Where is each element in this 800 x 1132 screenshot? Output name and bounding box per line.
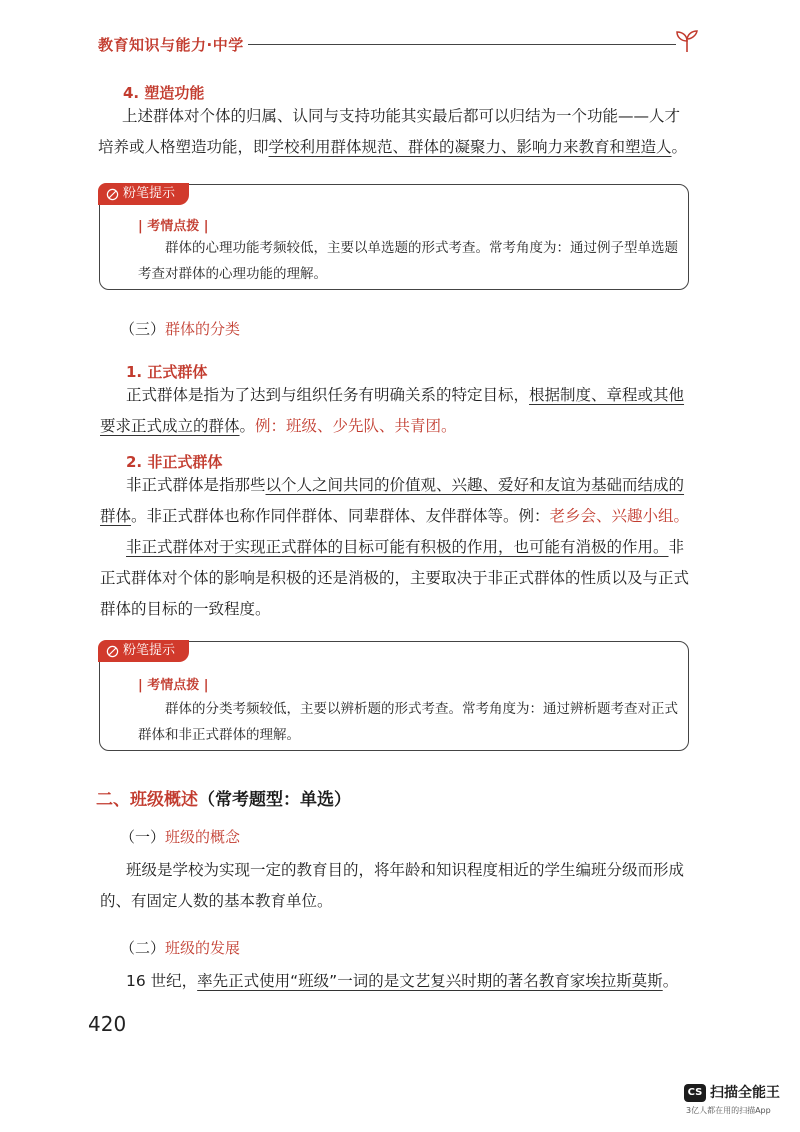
tip-tab bbox=[98, 640, 189, 662]
text-run: 。非正式群体也称作同伴群体、同辈群体、友伴群体等。例： bbox=[131, 507, 550, 525]
section-title: 班级的概念 bbox=[165, 828, 241, 846]
subsection-heading-shaping: 4. 塑造功能 bbox=[123, 84, 205, 102]
text-run: 。 bbox=[239, 417, 256, 435]
section-number: （一） bbox=[120, 828, 166, 846]
paragraph-line: 上述群体对个体的归属、认同与支持功能其实最后都可以归结为一个功能——人才 bbox=[122, 107, 681, 125]
tip-tab-label: 粉笔提示 bbox=[123, 186, 176, 201]
chalk-icon bbox=[106, 645, 119, 658]
section-number: （二） bbox=[120, 939, 166, 957]
paragraph-informal bbox=[100, 470, 700, 625]
paragraph-line bbox=[100, 380, 700, 411]
sprout-icon bbox=[673, 28, 701, 54]
section-title: 班级的发展 bbox=[165, 939, 241, 957]
underlined-text: 以个人之间共同的价值观、兴趣、爱好和友谊为基础而结成的 bbox=[265, 476, 685, 494]
paragraph-shaping bbox=[98, 101, 702, 163]
paragraph-concept bbox=[100, 855, 700, 917]
text-run: 正式群体是指为了达到与组织任务有明确关系的特定目标， bbox=[126, 386, 530, 404]
chapter-heading-class-overview bbox=[96, 785, 351, 810]
tip-tab-label: 粉笔提示 bbox=[123, 643, 176, 658]
chapter-title: 二、班级概述 bbox=[96, 790, 198, 810]
section-heading-development bbox=[120, 937, 240, 958]
header-rule bbox=[248, 44, 676, 45]
underlined-text: 要求正式成立的群体 bbox=[100, 417, 240, 435]
page-number: 420 bbox=[88, 1012, 127, 1036]
underlined-text: 非正式群体对于实现正式群体的目标可能有积极的作用，也可能有消极的作用。 bbox=[126, 538, 669, 556]
scanner-watermark bbox=[678, 1080, 790, 1120]
underlined-text: 学校利用群体规范、群体的凝聚力、影响力来教育和塑造人 bbox=[268, 138, 672, 156]
underlined-text: 根据制度、章程或其他 bbox=[529, 386, 685, 404]
section-title: 群体的分类 bbox=[165, 320, 241, 338]
text-run: 培养或人格塑造功能，即 bbox=[98, 138, 269, 156]
tip-heading: | 考情点拨 | bbox=[138, 678, 209, 693]
paragraph-line: 班级是学校为实现一定的教育目的，将年龄和知识程度相近的学生编班分级而形成 bbox=[126, 861, 685, 879]
paragraph-line: 正式群体对个体的影响是积极的还是消极的，主要取决于非正式群体的性质以及与正式 bbox=[100, 569, 690, 587]
section-heading-concept bbox=[120, 826, 240, 847]
example-text: 老乡会、兴趣小组。 bbox=[549, 507, 690, 525]
paragraph-line bbox=[100, 501, 700, 532]
paragraph-line bbox=[100, 411, 700, 442]
section-number: （三） bbox=[120, 320, 166, 338]
text-run: 。 bbox=[662, 972, 679, 990]
running-header-title: 教育知识与能力·中学 bbox=[98, 36, 244, 54]
tip-tab bbox=[98, 183, 189, 205]
example-text: 例：班级、少先队、共青团。 bbox=[255, 417, 457, 435]
paragraph-formal bbox=[100, 380, 700, 442]
tip-body: 群体的心理功能考频较低，主要以单选题的形式考查。常考角度为：通过例子型单选题考查对群体的心理功能的理解。 bbox=[138, 240, 678, 282]
text-run: 。 bbox=[671, 138, 688, 156]
text-run: 非正式群体是指那些 bbox=[126, 476, 266, 494]
paragraph-line: 的、有固定人数的基本教育单位。 bbox=[100, 892, 333, 910]
chalk-icon bbox=[106, 188, 119, 201]
tip-box-classification bbox=[99, 641, 689, 751]
paragraph-line bbox=[100, 470, 700, 501]
subsection-heading-informal: 2. 非正式群体 bbox=[126, 453, 223, 471]
underlined-text: 率先正式使用“班级”一词的是文艺复兴时期的著名教育家埃拉斯莫斯 bbox=[197, 972, 663, 990]
paragraph-line bbox=[100, 532, 700, 563]
chapter-note: （常考题型：单选） bbox=[198, 790, 351, 810]
watermark-name: 扫描全能王 bbox=[710, 1085, 780, 1101]
paragraph-line bbox=[98, 132, 702, 163]
camscanner-logo-icon: CS bbox=[684, 1084, 706, 1102]
tip-body: 群体的分类考频较低，主要以辨析题的形式考查。常考角度为：通过辨析题考查对正式群体和非正式群体的理解。 bbox=[138, 701, 678, 743]
text-run: 非 bbox=[668, 538, 685, 556]
paragraph-development bbox=[126, 966, 706, 997]
text-run: 16 世纪， bbox=[126, 972, 198, 990]
tip-box-group-functions bbox=[99, 184, 689, 290]
tip-heading: | 考情点拨 | bbox=[138, 219, 209, 234]
running-header bbox=[98, 34, 698, 64]
paragraph-line: 群体的目标的一致程度。 bbox=[100, 600, 271, 618]
underlined-text: 群体 bbox=[100, 507, 132, 525]
watermark-tagline: 3亿人都在用的扫描App bbox=[686, 1106, 771, 1115]
section-heading-classification bbox=[120, 318, 240, 339]
subsection-heading-formal: 1. 正式群体 bbox=[126, 363, 208, 381]
